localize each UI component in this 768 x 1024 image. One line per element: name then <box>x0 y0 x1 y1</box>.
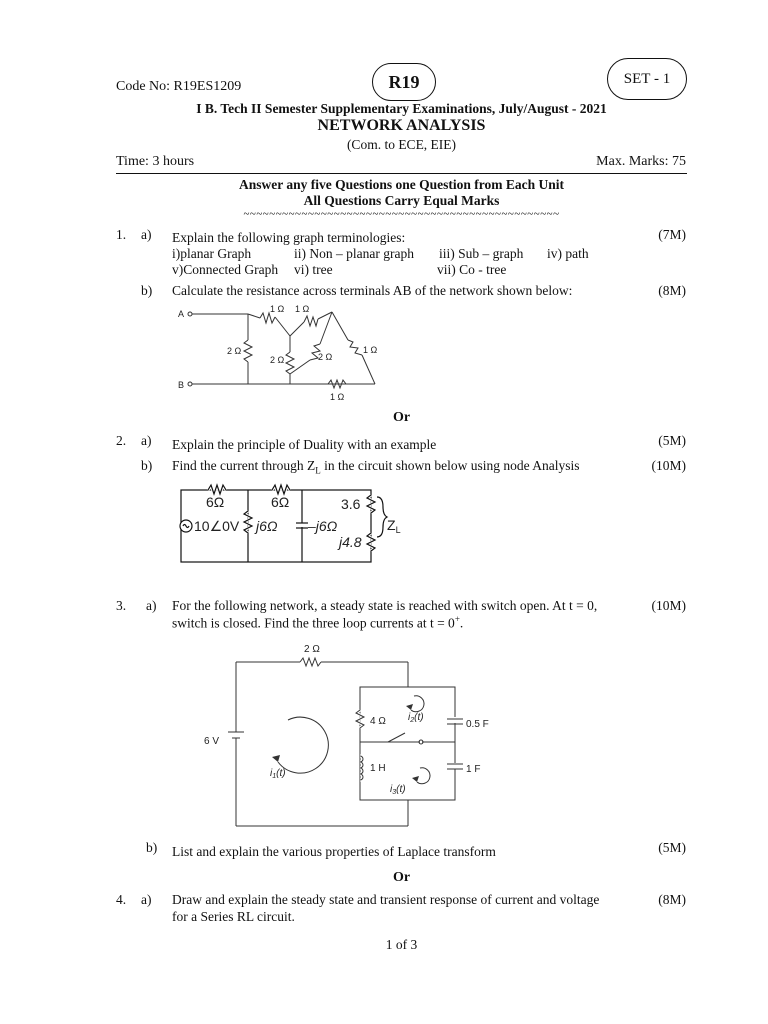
source-label: 10∠0V <box>194 518 240 534</box>
capacitor-label: 0.5 F <box>466 719 489 730</box>
resistor-label: 4 Ω <box>370 716 386 727</box>
inductor-label: j4.8 <box>339 534 362 550</box>
q4a-line-2: for a Series RL circuit. <box>172 909 295 924</box>
loop-current-3: $i_3(t)$ <box>390 784 406 796</box>
q3a-label: a) <box>146 598 157 613</box>
q2b-text: Find the current through $Z_L$ in the circuit shown below using node Analysis <box>172 458 580 476</box>
q2a-label: a) <box>141 433 152 448</box>
q3b-text: List and explain the various properties of Laplace transform <box>172 844 496 859</box>
inductor-label: 1 H <box>370 763 386 774</box>
page-number: 1 of 3 <box>385 937 418 952</box>
resistor-label: 3.6 <box>341 496 361 512</box>
load-label: $Z_L$ <box>387 517 401 535</box>
regulation-badge: R19 <box>372 63 436 101</box>
q1b-marks: (8M) <box>658 283 686 298</box>
exam-title: I B. Tech II Semester Supplementary Examinations, July/August - 2021 <box>196 101 607 116</box>
subject-title: NETWORK ANALYSIS <box>317 117 486 134</box>
instruction-line-2: All Questions Carry Equal Marks <box>303 193 500 208</box>
code-number: Code No: R19ES1209 <box>116 79 242 94</box>
instruction-line-1: Answer any five Questions one Question from Each Unit <box>238 177 564 192</box>
max-marks: Max. Marks: 75 <box>596 154 686 169</box>
q1a-term: iii) Sub – graph <box>439 246 524 261</box>
terminal-b-label: B <box>178 380 185 390</box>
q4a-marks: (8M) <box>658 892 686 907</box>
q2a-marks: (5M) <box>658 433 686 448</box>
resistor-label: 2 Ω <box>318 352 333 362</box>
q1a-term: iv) path <box>547 246 589 261</box>
q2b-label: b) <box>141 458 153 473</box>
q1a-term: i)planar Graph <box>172 246 252 261</box>
resistor-label: 1 Ω <box>295 304 310 314</box>
q2a-text: Explain the principle of Duality with an example <box>172 437 437 452</box>
q3b-label: b) <box>146 840 158 855</box>
q3a-line-2: switch is closed. Find the three loop currents at t = 0+. <box>172 614 464 631</box>
terminal-a-label: A <box>178 309 185 319</box>
q1b-text: Calculate the resistance across terminals AB of the network shown below: <box>172 283 573 298</box>
resistor-label: 6Ω <box>271 494 290 510</box>
loop-current-2: $i_2(t)$ <box>408 712 424 724</box>
tilde-divider: ~~~~~~~~~~~~~~~~~~~~~~~~~~~~~~~~~~~~~~~~~~~~~~~~~ <box>243 208 560 220</box>
set-badge: SET - 1 <box>607 58 687 100</box>
resistor-label: 1 Ω <box>330 392 345 402</box>
q4a-label: a) <box>141 892 152 907</box>
q3a-line-1: For the following network, a steady state is reached with switch open. At t = 0, <box>172 598 598 613</box>
inductor-label: j6Ω <box>256 518 278 534</box>
resistor-label: 2 Ω <box>304 644 320 655</box>
q3a-circuit-diagram <box>200 640 500 835</box>
time-allowed: Time: 3 hours <box>116 154 195 169</box>
or-divider: Or <box>392 870 411 885</box>
resistor-label: 2 Ω <box>227 346 242 356</box>
branches: (Com. to ECE, EIE) <box>346 137 457 152</box>
q2b-marks: (10M) <box>651 458 686 473</box>
capacitor-label: –j6Ω <box>308 518 338 534</box>
q2b-circuit-diagram <box>176 483 401 568</box>
resistor-label: 1 Ω <box>270 304 285 314</box>
q3b-marks: (5M) <box>658 840 686 855</box>
q2-number: 2. <box>116 433 127 448</box>
q1a-marks: (7M) <box>658 227 686 242</box>
q3-number: 3. <box>116 598 127 613</box>
q1a-term: v)Connected Graph <box>172 262 279 277</box>
q1b-circuit-diagram <box>170 304 410 404</box>
q1a-text: Explain the following graph terminologies: <box>172 230 406 245</box>
loop-current-1: $i_1(t)$ <box>270 768 286 780</box>
source-label: 6 V <box>204 736 220 747</box>
header-rule <box>116 173 687 174</box>
q1a-term: ii) Non – planar graph <box>294 246 414 261</box>
capacitor-label: 1 F <box>466 764 481 775</box>
q1a-term: vi) tree <box>294 262 333 277</box>
q1-number: 1. <box>116 227 127 242</box>
resistor-label: 6Ω <box>206 494 225 510</box>
q3a-marks: (10M) <box>651 598 686 613</box>
resistor-label: 1 Ω <box>363 345 378 355</box>
or-divider: Or <box>392 410 411 425</box>
q4a-line-1: Draw and explain the steady state and transient response of current and voltage <box>172 892 600 907</box>
q1a-term: vii) Co - tree <box>437 262 507 277</box>
resistor-label: 2 Ω <box>270 355 285 365</box>
q1a-label: a) <box>141 227 152 242</box>
q1b-label: b) <box>141 283 153 298</box>
q4-number: 4. <box>116 892 127 907</box>
